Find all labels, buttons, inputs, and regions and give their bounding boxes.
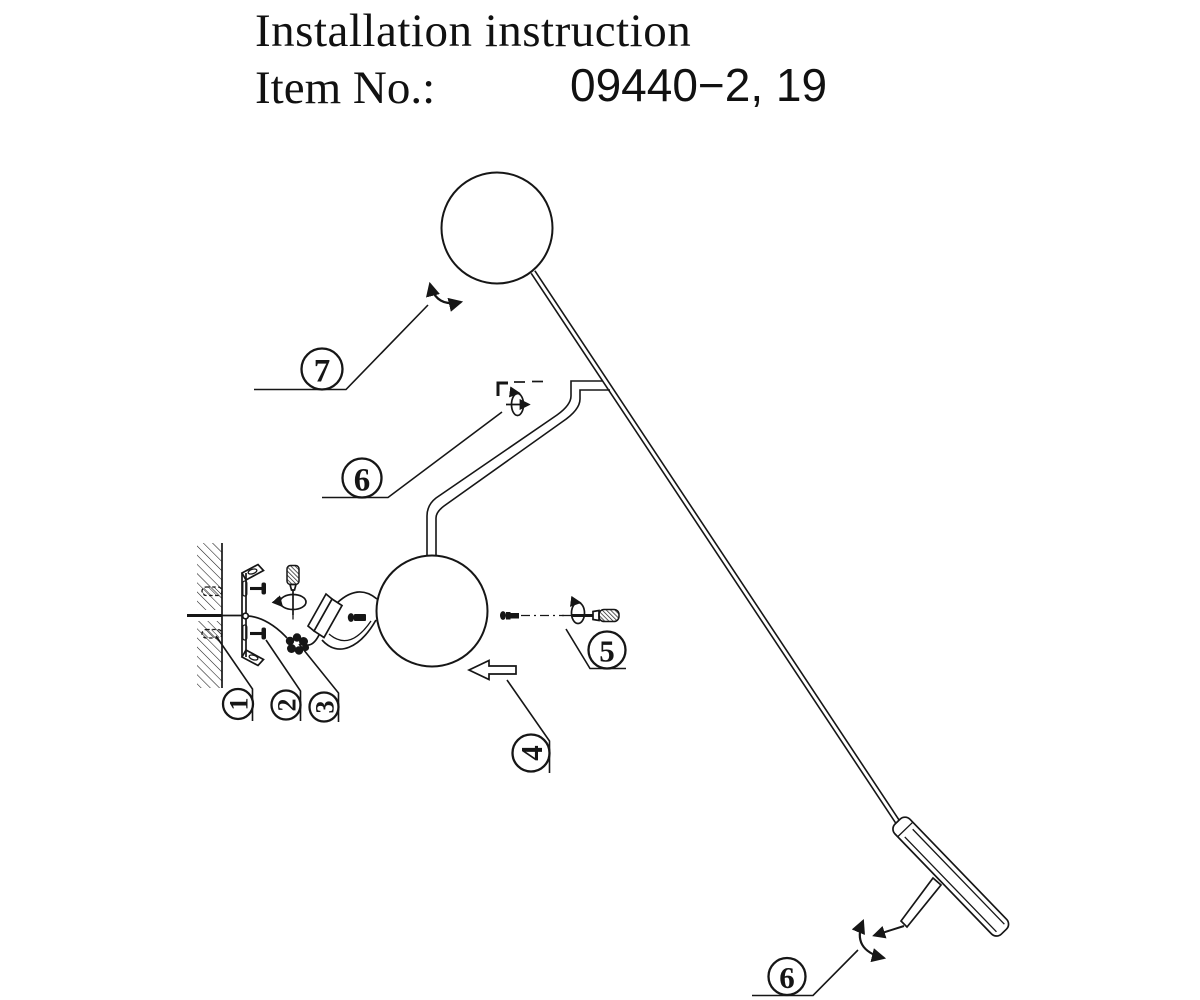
screwdriver-ferrule xyxy=(593,611,599,621)
callout-4 xyxy=(507,680,550,773)
rod-right-edge xyxy=(535,271,901,823)
lower-globe-arm xyxy=(427,381,610,556)
bracket-screw-top-head xyxy=(262,583,267,595)
wall xyxy=(187,543,243,688)
callout-number: 2 xyxy=(272,698,302,712)
callout-number: 1 xyxy=(224,697,254,711)
bracket-slot-bottom xyxy=(243,625,247,640)
screw-collar xyxy=(506,612,511,620)
set-screw-symbol xyxy=(498,382,543,416)
wire-nut xyxy=(287,644,296,653)
callout-number: 6 xyxy=(353,462,371,499)
page-title: Installation instruction xyxy=(255,5,692,57)
callouts xyxy=(216,305,858,996)
callout-3 xyxy=(299,644,339,722)
bracket-slot-top xyxy=(243,581,247,596)
upper-globe xyxy=(442,173,553,284)
screw-thread xyxy=(511,613,520,619)
callout-number: 6 xyxy=(779,960,795,996)
callout-number: 4 xyxy=(514,745,550,761)
lower-globe xyxy=(377,556,488,667)
mounting-bracket xyxy=(242,565,266,666)
screw-head xyxy=(348,613,354,622)
callout-number: 3 xyxy=(310,700,340,714)
callout-6-lower xyxy=(752,950,858,996)
globe-screw-icon xyxy=(348,613,366,622)
swing-arrow xyxy=(874,926,904,936)
collar-inner-top xyxy=(913,829,1005,924)
rotate-arrow-bottom-icon xyxy=(860,921,904,958)
rotate-arrow-top-icon xyxy=(430,284,461,303)
cable-grommet xyxy=(243,613,249,619)
rod-left-edge xyxy=(531,273,897,825)
header xyxy=(255,5,827,114)
wire-inner xyxy=(329,621,371,641)
callout-number: 7 xyxy=(313,353,331,390)
callout-number: 5 xyxy=(599,633,615,669)
rotation-ellipse xyxy=(572,603,585,624)
screw-exploded-icon xyxy=(500,611,564,620)
screw-head xyxy=(500,611,506,620)
item-no-label: Item No.: xyxy=(255,62,436,114)
screwdriver-handle xyxy=(287,566,299,585)
callout-5 xyxy=(566,629,626,669)
wire-knot-to-arm xyxy=(306,635,319,645)
wire-arm-to-globe-top xyxy=(337,592,377,603)
screw-shaft xyxy=(354,614,366,621)
callout-6-upper xyxy=(322,412,502,498)
item-no-value: 09440−2, 19 xyxy=(570,59,828,111)
arm-inner-line xyxy=(436,390,610,556)
screwdriver-vertical-icon xyxy=(280,566,306,620)
arm-outer-line xyxy=(427,381,603,556)
corner-bracket-glyph xyxy=(498,383,508,396)
wall-anchor-top xyxy=(202,587,222,596)
swivel-arm xyxy=(308,594,342,638)
screwdriver-handle xyxy=(599,610,619,622)
callout-7 xyxy=(254,305,428,390)
bracket-screw-bottom-head xyxy=(262,628,267,640)
main-rod xyxy=(531,271,901,826)
foot-peg xyxy=(901,878,941,927)
slide-direction-arrow-icon xyxy=(469,661,516,680)
screwdriver-horizontal-icon xyxy=(562,602,619,623)
collar-inner-bottom xyxy=(905,837,997,932)
wall-anchor-bottom xyxy=(202,630,222,639)
screwdriver-ferrule xyxy=(290,585,296,591)
rotate-arc xyxy=(860,921,884,958)
